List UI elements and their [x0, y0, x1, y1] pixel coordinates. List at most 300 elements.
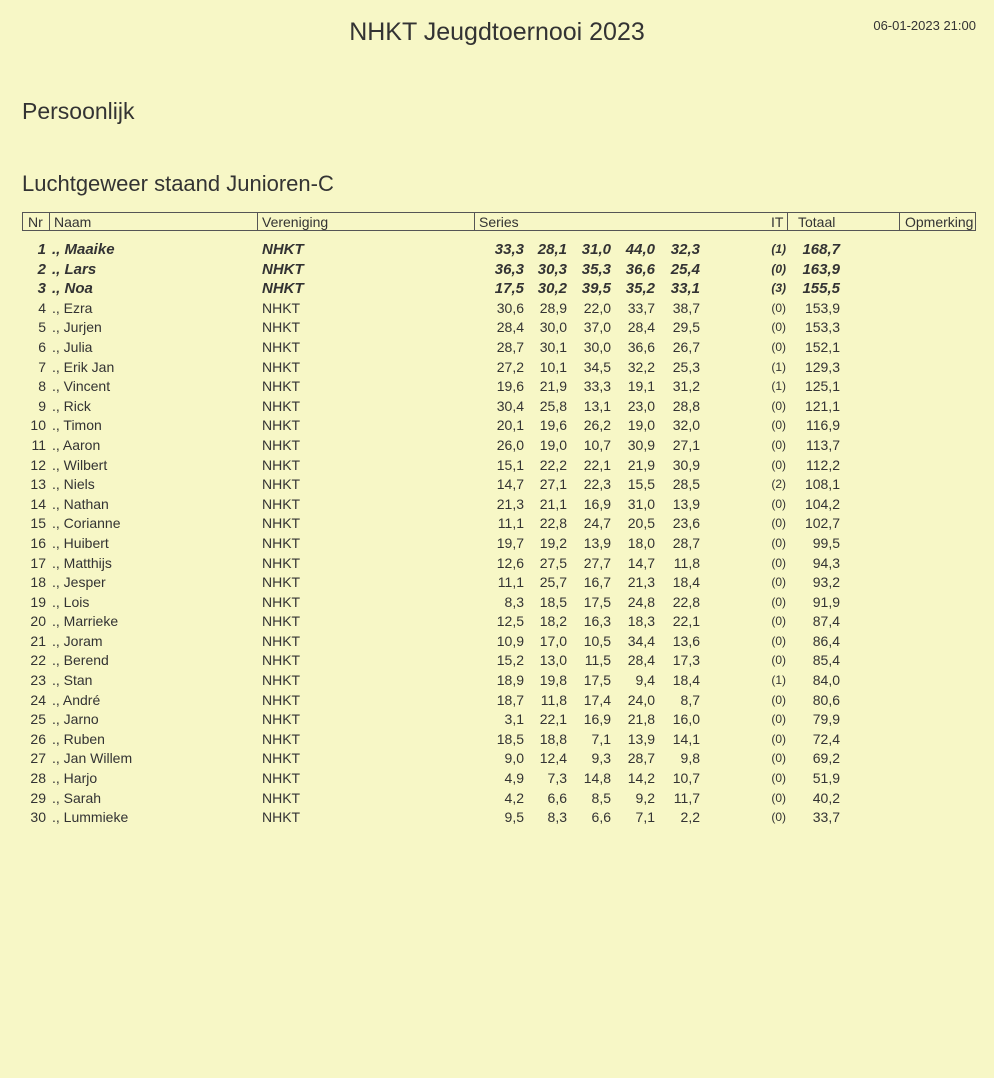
it-cell: (0) [771, 712, 786, 727]
rank-cell: 28 [30, 770, 46, 787]
total-cell: 79,9 [812, 711, 840, 728]
series-cell: 30,1 [539, 338, 567, 355]
series-cell: 28,4 [496, 319, 524, 336]
series-cell: 13,1 [583, 397, 611, 414]
series-cell: 21,1 [539, 495, 567, 512]
series-cell: 18,0 [627, 534, 655, 551]
series-cell: 25,8 [539, 397, 567, 414]
it-cell: (0) [771, 261, 786, 276]
club-cell: NHKT [262, 495, 301, 512]
series-cell: 34,5 [583, 358, 611, 375]
table-row [22, 436, 976, 456]
series-cell: 22,8 [539, 515, 567, 532]
name-cell: ., Rick [52, 397, 91, 414]
series-cell: 15,1 [496, 456, 524, 473]
it-cell: (0) [771, 751, 786, 766]
series-cell: 18,4 [672, 574, 700, 591]
series-cell: 7,1 [591, 730, 611, 747]
rank-cell: 12 [30, 456, 46, 473]
series-cell: 30,9 [627, 436, 655, 453]
series-cell: 32,0 [672, 417, 700, 434]
series-cell: 20,1 [496, 417, 524, 434]
total-cell: 94,3 [812, 554, 840, 571]
table-row [22, 612, 976, 632]
name-cell: ., Aaron [52, 436, 101, 453]
series-cell: 24,0 [627, 691, 655, 708]
header-opmerking: Opmerking [905, 214, 974, 230]
series-cell: 17,4 [583, 691, 611, 708]
section-heading: Persoonlijk [22, 98, 135, 124]
it-cell: (0) [771, 614, 786, 629]
series-cell: 22,0 [583, 299, 611, 316]
rank-cell: 16 [30, 534, 46, 551]
it-cell: (0) [771, 398, 786, 413]
name-cell: ., Ezra [52, 299, 93, 316]
club-cell: NHKT [262, 770, 301, 787]
series-cell: 30,4 [496, 397, 524, 414]
series-cell: 11,8 [540, 691, 567, 708]
series-cell: 34,4 [627, 632, 655, 649]
document-title: NHKT Jeugdtoernooi 2023 [349, 18, 645, 46]
club-cell: NHKT [262, 358, 301, 375]
name-cell: ., Corianne [52, 515, 121, 532]
series-cell: 19,0 [627, 417, 655, 434]
name-cell: ., Maaike [52, 241, 115, 258]
it-cell: (0) [771, 575, 786, 590]
rank-cell: 11 [31, 436, 46, 453]
rank-cell: 3 [37, 280, 46, 298]
rank-cell: 5 [38, 319, 46, 336]
total-cell: 84,0 [812, 672, 840, 689]
series-cell: 28,5 [672, 476, 700, 493]
table-row [22, 730, 976, 750]
name-cell: ., Vincent [52, 378, 111, 395]
table-row [22, 789, 976, 809]
it-cell: (2) [771, 477, 786, 492]
series-cell: 14,2 [627, 770, 655, 787]
series-cell: 33,3 [583, 378, 611, 395]
table-row [22, 710, 976, 730]
series-cell: 11,8 [673, 554, 700, 571]
series-cell: 17,0 [539, 632, 567, 649]
series-cell: 19,6 [539, 417, 567, 434]
club-cell: NHKT [262, 241, 304, 258]
series-cell: 14,8 [583, 770, 611, 787]
club-cell: NHKT [262, 750, 301, 767]
series-cell: 28,9 [539, 299, 567, 316]
club-cell: NHKT [262, 789, 301, 806]
table-row [22, 749, 976, 769]
series-cell: 19,0 [539, 436, 567, 453]
name-cell: ., Joram [52, 632, 103, 649]
total-cell: 80,6 [812, 691, 840, 708]
table-row [22, 593, 976, 613]
name-cell: ., Ruben [52, 730, 105, 747]
table-row [22, 769, 976, 789]
series-cell: 22,2 [539, 456, 567, 473]
it-cell: (0) [771, 339, 786, 354]
series-cell: 27,7 [583, 554, 611, 571]
table-row [22, 416, 976, 436]
name-cell: ., Harjo [52, 770, 98, 787]
name-cell: ., Matthijs [52, 554, 112, 571]
series-cell: 30,9 [672, 456, 700, 473]
series-cell: 8,3 [547, 809, 567, 826]
total-cell: 87,4 [812, 613, 840, 630]
series-cell: 12,4 [539, 750, 567, 767]
series-cell: 30,2 [537, 280, 567, 298]
header-it: IT [771, 214, 784, 230]
series-cell: 10,7 [583, 436, 611, 453]
header-divider [899, 213, 900, 230]
table-row [22, 534, 976, 554]
name-cell: ., Jarno [52, 711, 99, 728]
series-cell: 32,2 [627, 358, 655, 375]
series-cell: 22,3 [583, 476, 611, 493]
it-cell: (3) [771, 281, 786, 296]
name-cell: ., Lars [52, 260, 97, 278]
rank-cell: 14 [30, 495, 46, 512]
series-cell: 32,3 [670, 241, 700, 258]
series-cell: 6,6 [591, 809, 611, 826]
it-cell: (0) [771, 516, 786, 531]
club-cell: NHKT [262, 554, 301, 571]
name-cell: ., Marrieke [52, 613, 119, 630]
name-cell: ., Jurjen [52, 319, 102, 336]
series-cell: 4,2 [504, 789, 524, 806]
name-cell: ., Lummieke [52, 809, 129, 826]
it-cell: (1) [771, 673, 786, 688]
series-cell: 29,5 [672, 319, 700, 336]
series-cell: 13,9 [627, 730, 655, 747]
series-cell: 13,0 [539, 652, 567, 669]
header-nr: Nr [28, 214, 43, 230]
table-row [22, 240, 976, 260]
series-cell: 9,4 [635, 672, 655, 689]
series-cell: 21,9 [627, 456, 655, 473]
table-row [22, 397, 976, 417]
series-cell: 28,7 [672, 534, 700, 551]
series-cell: 18,2 [539, 613, 567, 630]
rank-cell: 18 [30, 574, 46, 591]
club-cell: NHKT [262, 299, 301, 316]
series-cell: 19,1 [627, 378, 655, 395]
series-cell: 10,5 [583, 632, 611, 649]
total-cell: 91,9 [812, 593, 840, 610]
series-cell: 33,3 [494, 241, 524, 258]
table-row [22, 495, 976, 515]
name-cell: ., Lois [52, 593, 90, 610]
series-cell: 30,0 [583, 338, 611, 355]
club-cell: NHKT [262, 593, 301, 610]
it-cell: (0) [771, 457, 786, 472]
it-cell: (1) [771, 379, 786, 394]
table-row [22, 514, 976, 534]
rank-cell: 22 [30, 652, 46, 669]
rank-cell: 19 [30, 593, 46, 610]
club-cell: NHKT [262, 730, 301, 747]
rank-cell: 21 [30, 632, 46, 649]
rank-cell: 25 [30, 711, 46, 728]
rank-cell: 1 [37, 241, 46, 258]
series-cell: 18,5 [496, 730, 524, 747]
series-cell: 16,9 [583, 495, 611, 512]
name-cell: ., Niels [52, 476, 95, 493]
rank-cell: 10 [30, 417, 46, 434]
series-cell: 26,0 [496, 436, 524, 453]
club-cell: NHKT [262, 456, 301, 473]
results-table-header [22, 212, 976, 231]
table-row [22, 671, 976, 691]
series-cell: 37,0 [583, 319, 611, 336]
total-cell: 93,2 [812, 574, 840, 591]
series-cell: 18,3 [627, 613, 655, 630]
series-cell: 2,2 [680, 809, 700, 826]
club-cell: NHKT [262, 691, 301, 708]
rank-cell: 15 [30, 515, 46, 532]
rank-cell: 29 [30, 789, 46, 806]
table-row [22, 338, 976, 358]
club-cell: NHKT [262, 436, 301, 453]
series-cell: 11,5 [584, 652, 611, 669]
series-cell: 21,8 [627, 711, 655, 728]
series-cell: 18,9 [496, 672, 524, 689]
series-cell: 44,0 [625, 241, 655, 258]
series-cell: 28,7 [496, 338, 524, 355]
rank-cell: 20 [30, 613, 46, 630]
rank-cell: 6 [38, 338, 46, 355]
series-cell: 31,0 [627, 495, 655, 512]
table-row [22, 358, 976, 378]
name-cell: ., Jesper [52, 574, 106, 591]
club-cell: NHKT [262, 534, 301, 551]
table-row [22, 456, 976, 476]
header-series: Series [479, 214, 519, 230]
total-cell: 108,1 [804, 476, 840, 493]
it-cell: (0) [771, 555, 786, 570]
series-cell: 22,1 [539, 711, 567, 728]
it-cell: (0) [771, 594, 786, 609]
total-cell: 99,5 [812, 534, 840, 551]
total-cell: 163,9 [802, 260, 840, 278]
print-timestamp: 06-01-2023 21:00 [873, 18, 976, 33]
series-cell: 28,1 [537, 241, 567, 258]
series-cell: 6,6 [547, 789, 567, 806]
it-cell: (0) [771, 790, 786, 805]
series-cell: 12,5 [496, 613, 524, 630]
name-cell: ., André [52, 691, 101, 708]
series-cell: 26,2 [583, 417, 611, 434]
header-vereniging: Vereniging [262, 214, 329, 230]
club-cell: NHKT [262, 711, 301, 728]
series-cell: 28,8 [672, 397, 700, 414]
series-cell: 16,7 [583, 574, 611, 591]
series-cell: 11,1 [497, 574, 524, 591]
table-row [22, 260, 976, 280]
series-cell: 30,6 [496, 299, 524, 316]
total-cell: 153,3 [804, 319, 840, 336]
it-cell: (0) [771, 633, 786, 648]
total-cell: 112,2 [806, 456, 840, 473]
table-row [22, 318, 976, 338]
series-cell: 14,7 [627, 554, 655, 571]
series-cell: 16,3 [583, 613, 611, 630]
club-cell: NHKT [262, 574, 301, 591]
total-cell: 129,3 [804, 358, 840, 375]
series-cell: 3,1 [504, 711, 524, 728]
series-cell: 30,0 [539, 319, 567, 336]
series-cell: 9,8 [680, 750, 700, 767]
total-cell: 40,2 [812, 789, 840, 806]
total-cell: 69,2 [812, 750, 840, 767]
series-cell: 26,7 [672, 338, 700, 355]
series-cell: 25,4 [670, 260, 700, 278]
series-cell: 18,8 [539, 730, 567, 747]
total-cell: 86,4 [812, 632, 840, 649]
club-cell: NHKT [262, 319, 301, 336]
series-cell: 9,5 [504, 809, 524, 826]
club-cell: NHKT [262, 809, 301, 826]
it-cell: (1) [771, 359, 786, 374]
series-cell: 27,5 [539, 554, 567, 571]
series-cell: 38,7 [672, 299, 700, 316]
series-cell: 36,6 [627, 338, 655, 355]
series-cell: 27,1 [672, 436, 700, 453]
header-totaal: Totaal [798, 214, 836, 230]
series-cell: 8,3 [504, 593, 524, 610]
name-cell: ., Noa [52, 280, 93, 298]
series-cell: 9,2 [635, 789, 655, 806]
series-cell: 21,3 [496, 495, 524, 512]
series-cell: 9,0 [504, 750, 524, 767]
series-cell: 17,5 [583, 593, 611, 610]
name-cell: ., Stan [52, 672, 93, 689]
series-cell: 28,4 [627, 652, 655, 669]
total-cell: 155,5 [802, 280, 840, 298]
it-cell: (0) [771, 810, 786, 825]
series-cell: 31,0 [581, 241, 611, 258]
club-cell: NHKT [262, 338, 301, 355]
series-cell: 39,5 [581, 280, 611, 298]
rank-cell: 23 [30, 672, 46, 689]
series-cell: 30,3 [537, 260, 567, 278]
series-cell: 19,6 [496, 378, 524, 395]
table-row [22, 632, 976, 652]
it-cell: (0) [771, 437, 786, 452]
name-cell: ., Nathan [52, 495, 109, 512]
total-cell: 168,7 [802, 241, 840, 258]
club-cell: NHKT [262, 417, 301, 434]
club-cell: NHKT [262, 515, 301, 532]
series-cell: 21,3 [627, 574, 655, 591]
name-cell: ., Huibert [52, 534, 109, 551]
series-cell: 25,7 [539, 574, 567, 591]
series-cell: 13,9 [583, 534, 611, 551]
name-cell: ., Jan Willem [52, 750, 133, 767]
it-cell: (0) [771, 731, 786, 746]
name-cell: ., Sarah [52, 789, 102, 806]
series-cell: 12,6 [496, 554, 524, 571]
series-cell: 36,3 [494, 260, 524, 278]
series-cell: 4,9 [504, 770, 524, 787]
rank-cell: 13 [30, 476, 46, 493]
rank-cell: 27 [30, 750, 46, 767]
series-cell: 15,5 [627, 476, 655, 493]
rank-cell: 30 [30, 809, 46, 826]
series-cell: 8,7 [680, 691, 700, 708]
series-cell: 7,1 [635, 809, 655, 826]
series-cell: 35,3 [581, 260, 611, 278]
total-cell: 51,9 [812, 770, 840, 787]
header-naam: Naam [54, 214, 92, 230]
total-cell: 85,4 [812, 652, 840, 669]
series-cell: 27,1 [539, 476, 567, 493]
total-cell: 104,2 [804, 495, 840, 512]
series-cell: 17,5 [583, 672, 611, 689]
header-divider [474, 213, 475, 230]
total-cell: 113,7 [806, 436, 840, 453]
it-cell: (0) [771, 771, 786, 786]
rank-cell: 17 [30, 554, 46, 571]
table-row [22, 554, 976, 574]
name-cell: ., Berend [52, 652, 109, 669]
results-table-body [22, 240, 976, 828]
series-cell: 28,4 [627, 319, 655, 336]
series-cell: 17,3 [672, 652, 700, 669]
name-cell: ., Timon [52, 417, 102, 434]
club-cell: NHKT [262, 476, 301, 493]
club-cell: NHKT [262, 632, 301, 649]
series-cell: 10,7 [672, 770, 700, 787]
series-cell: 36,6 [625, 260, 655, 278]
series-cell: 18,4 [672, 672, 700, 689]
it-cell: (0) [771, 692, 786, 707]
series-cell: 13,6 [672, 632, 700, 649]
series-cell: 22,1 [672, 613, 700, 630]
series-cell: 19,8 [539, 672, 567, 689]
total-cell: 72,4 [812, 730, 840, 747]
series-cell: 23,0 [627, 397, 655, 414]
series-cell: 17,5 [494, 280, 524, 298]
event-heading: Luchtgeweer staand Junioren-C [22, 171, 334, 196]
series-cell: 28,7 [627, 750, 655, 767]
series-cell: 33,7 [627, 299, 655, 316]
series-cell: 33,1 [670, 280, 700, 298]
series-cell: 20,5 [627, 515, 655, 532]
series-cell: 18,7 [496, 691, 524, 708]
it-cell: (1) [771, 242, 786, 256]
series-cell: 11,1 [497, 515, 524, 532]
table-row [22, 691, 976, 711]
series-cell: 15,2 [496, 652, 524, 669]
series-cell: 13,9 [672, 495, 700, 512]
it-cell: (0) [771, 300, 786, 315]
total-cell: 116,9 [806, 417, 840, 434]
header-divider [257, 213, 258, 230]
series-cell: 18,5 [539, 593, 567, 610]
series-cell: 10,9 [496, 632, 524, 649]
club-cell: NHKT [262, 260, 304, 278]
club-cell: NHKT [262, 280, 304, 298]
series-cell: 25,3 [672, 358, 700, 375]
header-divider [49, 213, 50, 230]
series-cell: 16,9 [583, 711, 611, 728]
name-cell: ., Wilbert [52, 456, 108, 473]
table-row [22, 475, 976, 495]
series-cell: 22,8 [672, 593, 700, 610]
rank-cell: 8 [38, 378, 46, 395]
total-cell: 102,7 [804, 515, 840, 532]
